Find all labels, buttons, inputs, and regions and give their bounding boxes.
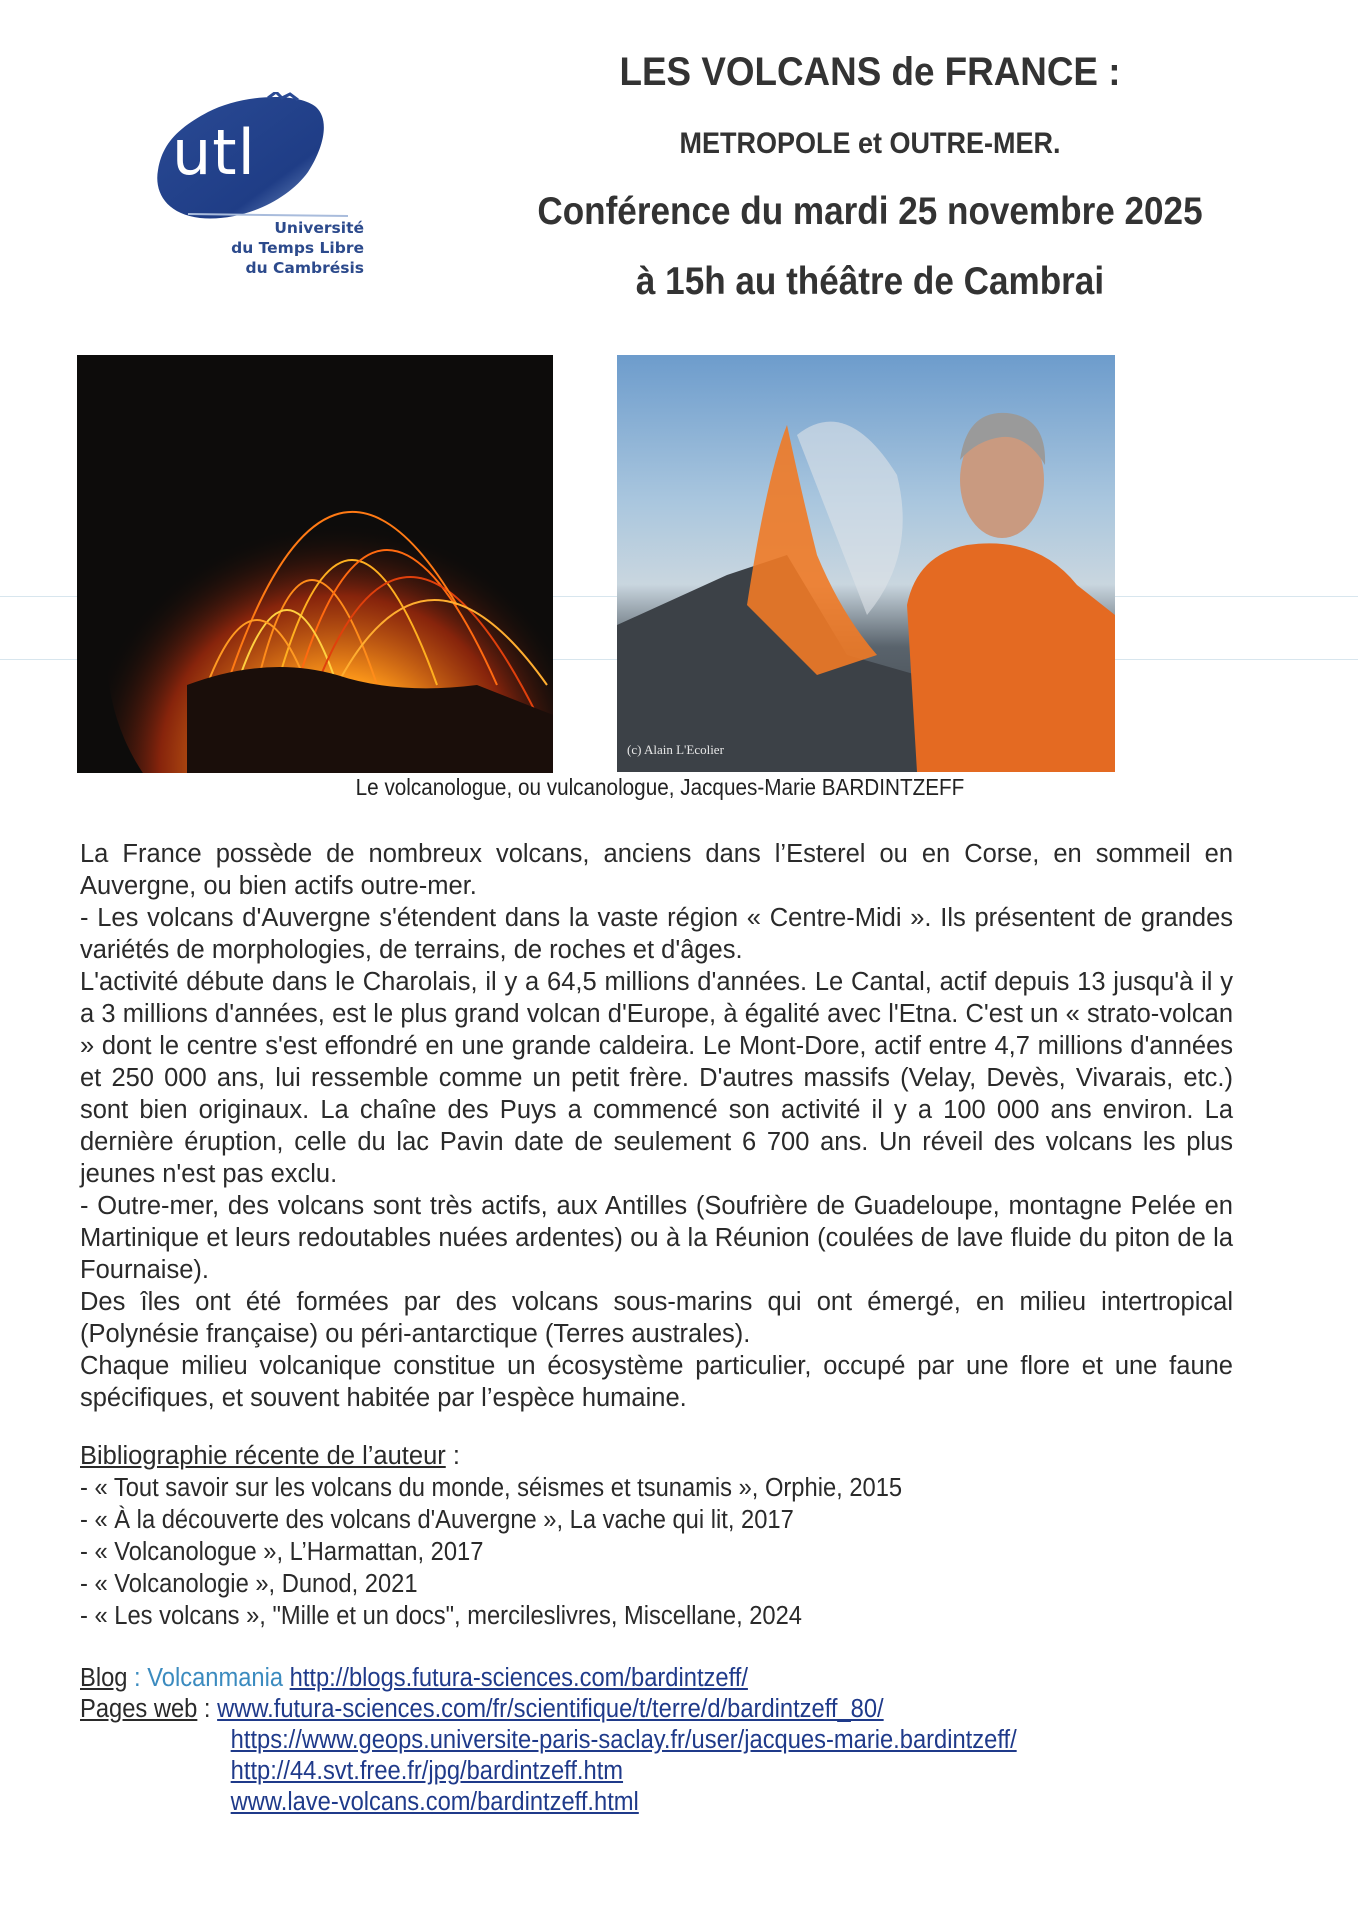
page-title: LES VOLCANS de FRANCE : <box>619 50 1121 94</box>
blog-label: Blog <box>80 1664 128 1692</box>
conference-venue: à 15h au théâtre de Cambrai <box>635 260 1105 303</box>
pages-web-label: Pages web <box>80 1695 198 1723</box>
volcanologist-photo <box>617 355 1115 772</box>
logo-text <box>231 218 364 278</box>
bibliography <box>80 1440 964 1632</box>
blog-link[interactable]: http://blogs.futura-sciences.com/bardintzeff/ <box>289 1664 748 1692</box>
logo-line: Université <box>274 219 364 237</box>
bibliography-item: - « Tout savoir sur les volcans du monde, séismes et tsunamis », Orphie, 2015 <box>80 1474 903 1502</box>
bibliography-heading-suffix: : <box>445 1442 460 1470</box>
web-link-row <box>80 1787 639 1818</box>
paragraph: L'activité débute dans le Charolais, il y a 64,5 millions d'années. Le Cantal, actif depuis 13 jusqu'à il y a 3 millions d'années, est le plus grand volcan d'Europe, à égalité avec l'Etna. C'est un « strato-volcan » dont le centre s'est effondré en une grande caldeira. Le Mont-Dore, actif entre 4,7 millions d'années et 250 000 ans, lui ressemble comme un petit frère. D'autres massifs (Velay, Devès, Vivarais, etc.) sont bien originaux. La chaîne des Puys a commencé son activité il y a 100 000 ans environ. La dernière éruption, celle du lac Pavin date de seulement 6 700 ans. Un réveil des volcans les plus jeunes n'est pas exclu. <box>80 968 1233 1188</box>
article-body <box>80 838 1233 1414</box>
lava-fountain-illustration <box>77 355 553 773</box>
bibliography-item: - « Volcanologie », Dunod, 2021 <box>80 1570 418 1598</box>
page-subtitle: METROPOLE et OUTRE-MER. <box>679 127 1061 160</box>
photo-credit: (c) Alain L'Ecolier <box>627 742 724 757</box>
eruption-photo <box>77 355 553 773</box>
logo-mark: utl <box>172 116 256 189</box>
paragraph: Des îles ont été formées par des volcans sous-marins qui ont émergé, en milieu intertropical (Polynésie française) ou péri-antarctique (Terres australes). <box>80 1288 1233 1348</box>
web-link[interactable]: www.futura-sciences.com/fr/scientifique/t/terre/d/bardintzeff_80/ <box>217 1695 884 1723</box>
bibliography-item: - « Volcanologue », L’Harmattan, 2017 <box>80 1538 484 1566</box>
paragraph: La France possède de nombreux volcans, anciens dans l’Esterel ou en Corse, en sommeil en Auvergne, ou bien actifs outre-mer. <box>80 840 1233 900</box>
photo-caption: Le volcanologue, ou vulcanologue, Jacques-Marie BARDINTZEFF <box>355 774 965 800</box>
volcanologist-illustration <box>617 355 1115 772</box>
conference-date: Conférence du mardi 25 novembre 2025 <box>537 190 1203 233</box>
pages-web-row <box>80 1694 884 1725</box>
web-link-row <box>80 1756 623 1787</box>
web-link[interactable]: http://44.svt.free.fr/jpg/bardintzeff.htm <box>230 1757 624 1785</box>
links-section <box>80 1663 1087 1818</box>
bibliography-heading <box>80 1440 964 1472</box>
bibliography-heading-text: Bibliographie récente de l’auteur <box>80 1442 446 1470</box>
logo-line: du Temps Libre <box>231 239 364 257</box>
web-link[interactable]: https://www.geops.universite-paris-saclay.fr/user/jacques-marie.bardintzeff/ <box>230 1726 1017 1754</box>
web-link[interactable]: www.lave-volcans.com/bardintzeff.html <box>230 1788 639 1816</box>
utl-logo <box>148 92 368 277</box>
blog-row <box>80 1663 748 1694</box>
bibliography-item: - « Les volcans », "Mille et un docs", mercileslivres, Miscellane, 2024 <box>80 1602 802 1630</box>
paragraph: Chaque milieu volcanique constitue un écosystème particulier, occupé par une flore et une faune spécifiques, et souvent habitée par l’espèce humaine. <box>80 1352 1233 1412</box>
bibliography-item: - « À la découverte des volcans d'Auvergne », La vache qui lit, 2017 <box>80 1506 794 1534</box>
web-link-row <box>80 1725 1017 1756</box>
logo-line: du Cambrésis <box>245 259 364 277</box>
pages-web-sep: : <box>197 1695 218 1723</box>
paragraph: - Outre-mer, des volcans sont très actifs, aux Antilles (Soufrière de Guadeloupe, montagne Pelée en Martinique et leurs redoutables nuées ardentes) ou à la Réunion (coulées de lave fluide du piton de la Fournaise). <box>80 1192 1233 1284</box>
paragraph: - Les volcans d'Auvergne s'étendent dans la vaste région « Centre-Midi ». Ils présentent de grandes variétés de morphologies, de terrains, de roches et d'âges. <box>80 904 1233 964</box>
blog-name: : Volcanmania <box>127 1664 290 1692</box>
